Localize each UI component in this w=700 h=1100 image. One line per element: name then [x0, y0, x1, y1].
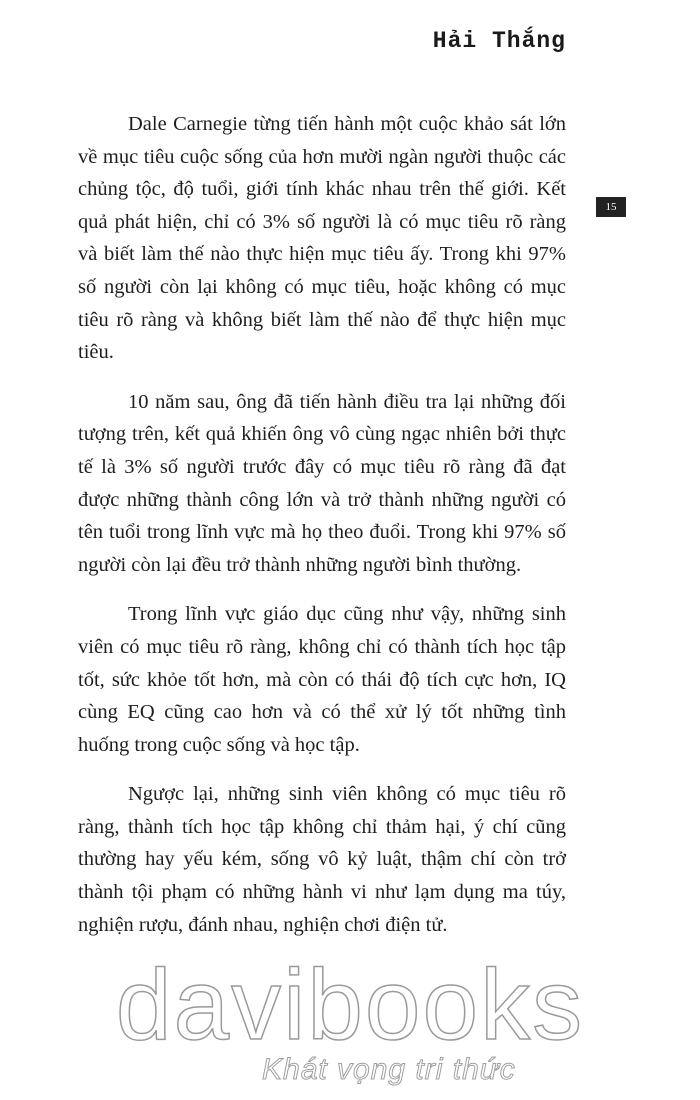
paragraph-1: Dale Carnegie từng tiến hành một cuộc khảo sát lớn về mục tiêu cuộc sống của hơn mười ngàn người thuộc các chủng tộc, độ tuổi, giới tính khác nhau trên thế giới. Kết quả phát hiện, chỉ có 3% số người là có mục tiêu rõ ràng và biết làm thế nào thực hiện mục tiêu ấy. Trong khi 97% số người còn lại không có mục tiêu, hoặc không có mục tiêu rõ ràng và không biết làm thế nào để thực hiện mục tiêu.: [78, 113, 566, 364]
watermark-brand: davibooks: [115, 949, 585, 1061]
running-header-author: Hải Thắng: [432, 28, 566, 54]
paragraph-4: Ngược lại, những sinh viên không có mục tiêu rõ ràng, thành tích học tập không chỉ thảm hại, ý chí cũng thường hay yếu kém, sống vô kỷ luật, thậm chí còn trở thành tội phạm có những hành vi như lạm dụng ma túy, nghiện rượu, đánh nhau, nghiện chơi điện tử.: [78, 783, 566, 936]
watermark-tagline: Khát vọng tri thức: [262, 1053, 516, 1086]
page-number-badge: 15: [596, 197, 626, 217]
paragraph-2: 10 năm sau, ông đã tiến hành điều tra lại những đối tượng trên, kết quả khiến ông vô cùng ngạc nhiên bởi thực tế là 3% số người trước đây có mục tiêu rõ ràng đã đạt được những thành công lớn và trở thành những người có tên tuổi trong lĩnh vực mà họ theo đuổi. Trong khi 97% số người còn lại đều trở thành những người bình thường.: [78, 390, 566, 576]
paragraph-3: Trong lĩnh vực giáo dục cũng như vậy, những sinh viên có mục tiêu rõ ràng, không chỉ có thành tích học tập tốt, sức khỏe tốt hơn, mà còn có thái độ tích cực hơn, IQ cùng EQ cũng cao hơn và có thể xử lý tốt những tình huống trong cuộc sống và học tập.: [78, 603, 566, 756]
body-text: [78, 108, 566, 958]
